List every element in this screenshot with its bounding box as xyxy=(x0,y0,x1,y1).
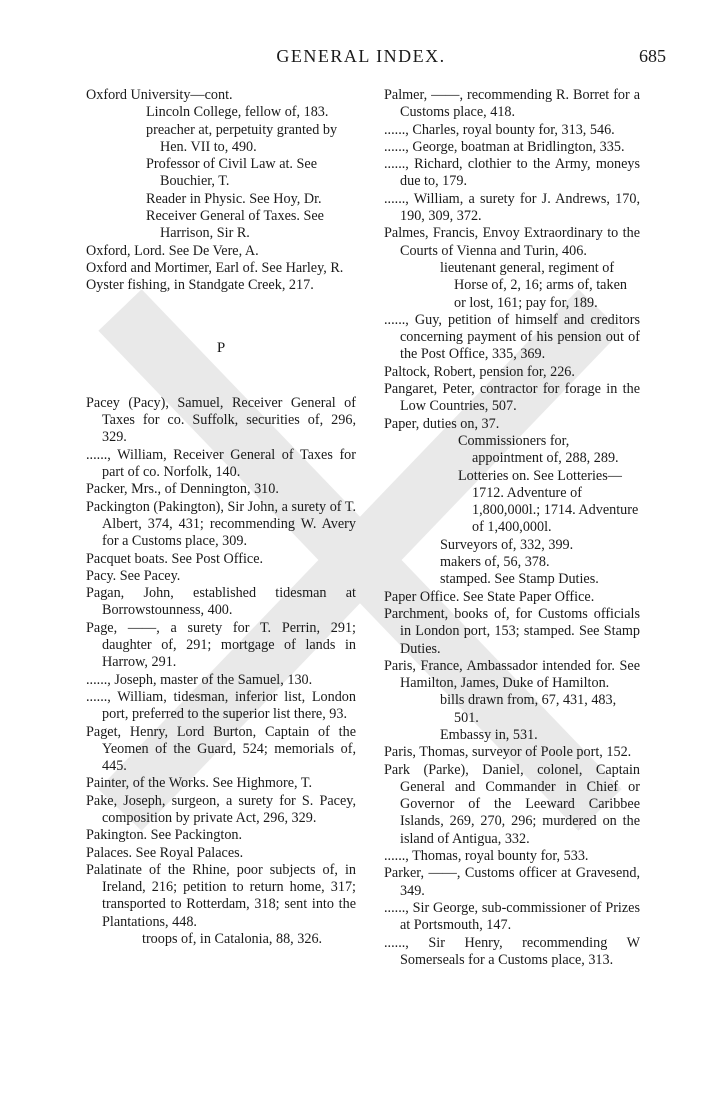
index-entry: Paltock, Robert, pension for, 226. xyxy=(384,363,575,380)
index-entry: Pacy. See Pacey. xyxy=(86,567,181,584)
index-entry: ......, William, Receiver General of Taxes for part of co. Norfolk, 140. xyxy=(86,446,356,481)
index-entry: Paper Office. See State Paper Office. xyxy=(384,588,595,605)
index-entry: ......, Joseph, master of the Samuel, 130. xyxy=(86,671,313,688)
index-entry: Professor of Civil Law at. See Bouchier, T. xyxy=(146,156,318,190)
index-entry: Receiver General of Taxes. See Harrison, Sir R. xyxy=(146,208,324,242)
index-entry: Paris, France, Ambassador intended for. See Hamilton, James, Duke of Hamilton. xyxy=(384,657,640,692)
section-letter: P xyxy=(216,339,226,356)
left-entries-oxford xyxy=(86,87,356,295)
index-entry: Paget, Henry, Lord Burton, Captain of the Yeomen of the Guard, 524; memorials of, 445. xyxy=(86,723,356,775)
index-entry: Parchment, books of, for Customs officials in London port, 153; stamped. See Stamp Duties. xyxy=(384,605,640,657)
index-entry: ......, Richard, clothier to the Army, moneys due to, 179. xyxy=(384,156,640,190)
index-entry: ......, Guy, petition of himself and creditors concerning payment of his pension out of the Post Office, 335, 369. xyxy=(384,311,640,363)
index-entry: Pakington. See Packington. xyxy=(86,827,243,844)
index-entry: Embassy in, 531. xyxy=(440,726,538,743)
index-entry: Page, ——, a surety for T. Perrin, 291; daughter of, 291; mortgage of lands in Harrow, 291. xyxy=(86,619,356,671)
index-entry: Commissioners for, appointment of, 288, 289. xyxy=(458,432,619,467)
index-entry: Oxford and Mortimer, Earl of. See Harley, R. xyxy=(86,259,344,276)
index-entry: lieutenant general, regiment of Horse of, 2, 16; arms of, taken or lost, 161; pay for, 189. xyxy=(440,259,627,311)
index-entry: ......, Charles, royal bounty for, 313, 546. xyxy=(384,121,615,138)
index-entry: preacher at, perpetuity granted by Hen. VII to, 490. xyxy=(146,121,338,155)
index-entry: troops of, in Catalonia, 88, 326. xyxy=(142,931,323,948)
page-number: 685 xyxy=(639,46,666,66)
index-entry: Pagan, John, established tidesman at Borrowstounness, 400. xyxy=(86,585,356,619)
index-entry: Paris, Thomas, surveyor of Poole port, 152. xyxy=(384,744,632,761)
index-entry: Pacquet boats. See Post Office. xyxy=(86,550,264,567)
index-entry: stamped. See Stamp Duties. xyxy=(440,571,599,588)
right-column xyxy=(384,87,640,969)
index-entry: Lincoln College, fellow of, 183. xyxy=(146,104,329,121)
index-entry: Reader in Physic. See Hoy, Dr. xyxy=(146,190,322,207)
index-entry: Painter, of the Works. See Highmore, T. xyxy=(86,775,313,792)
index-entry: Pake, Joseph, surgeon, a surety for S. Pacey, composition by private Act, 296, 329. xyxy=(86,792,356,826)
index-entry: ......, Thomas, royal bounty for, 533. xyxy=(384,848,589,865)
index-entry: Oxford University—cont. xyxy=(86,87,233,103)
index-entry: Parker, ——, Customs officer at Gravesend, 349. xyxy=(384,865,640,899)
index-entry: ......, William, tidesman, inferior list, London port, preferred to the superior list there, 93. xyxy=(86,688,356,723)
left-column xyxy=(86,87,356,948)
index-entry: Palatinate of the Rhine, poor subjects of, in Ireland, 216; petition to return home, 317; transported to Rotterdam, 318; sent into the Plantations, 448. xyxy=(86,861,356,930)
index-entry: Lotteries on. See Lotteries—1712. Adventure of 1,800,000l.; 1714. Adventure of 1,400,000l. xyxy=(458,467,639,536)
index-entry: makers of, 56, 378. xyxy=(440,554,550,571)
index-entry: Palaces. See Royal Palaces. xyxy=(86,844,244,861)
index-entry: ......, George, boatman at Bridlington, 335. xyxy=(384,138,625,155)
page-header xyxy=(0,46,722,74)
index-entry: Pangaret, Peter, contractor for forage in the Low Countries, 507. xyxy=(384,381,640,415)
index-entry: Paper, duties on, 37. xyxy=(384,415,500,432)
index-entry: Park (Parke), Daniel, colonel, Captain General and Commander in Chief or Governor of the Leeward Caribbee Islands, 269, 270, 296; murdered on the island of Antigua, 332. xyxy=(384,761,640,847)
index-entry: Packer, Mrs., of Dennington, 310. xyxy=(86,481,279,498)
index-entry: Surveyors of, 332, 399. xyxy=(440,536,574,553)
index-entry: ......, William, a surety for J. Andrews, 170, 190, 309, 372. xyxy=(384,190,640,225)
right-entries xyxy=(384,87,640,969)
index-entry: Pacey (Pacy), Samuel, Receiver General of Taxes for co. Suffolk, securities of, 296, 329. xyxy=(86,394,356,446)
index-entry: Packington (Pakington), Sir John, a surety of T. Albert, 374, 431; recommending W. Avery for a Customs place, 309. xyxy=(86,498,356,550)
left-entries-p xyxy=(86,395,356,949)
running-title: GENERAL INDEX. xyxy=(276,46,446,66)
index-entry: ......, Sir George, sub-commissioner of Prizes at Portsmouth, 147. xyxy=(384,899,640,934)
index-entry: Palmes, Francis, Envoy Extraordinary to the Courts of Vienna and Turin, 406. xyxy=(384,225,640,259)
index-entry: ......, Sir Henry, recommending W Somerseals for a Customs place, 313. xyxy=(384,934,640,968)
index-entry: Oxford, Lord. See De Vere, A. xyxy=(86,242,259,259)
index-entry: bills drawn from, 67, 431, 483, 501. xyxy=(440,692,617,726)
index-entry: Oyster fishing, in Standgate Creek, 217. xyxy=(86,277,314,294)
index-entry: Palmer, ——, recommending R. Borret for a Customs place, 418. xyxy=(384,87,640,121)
